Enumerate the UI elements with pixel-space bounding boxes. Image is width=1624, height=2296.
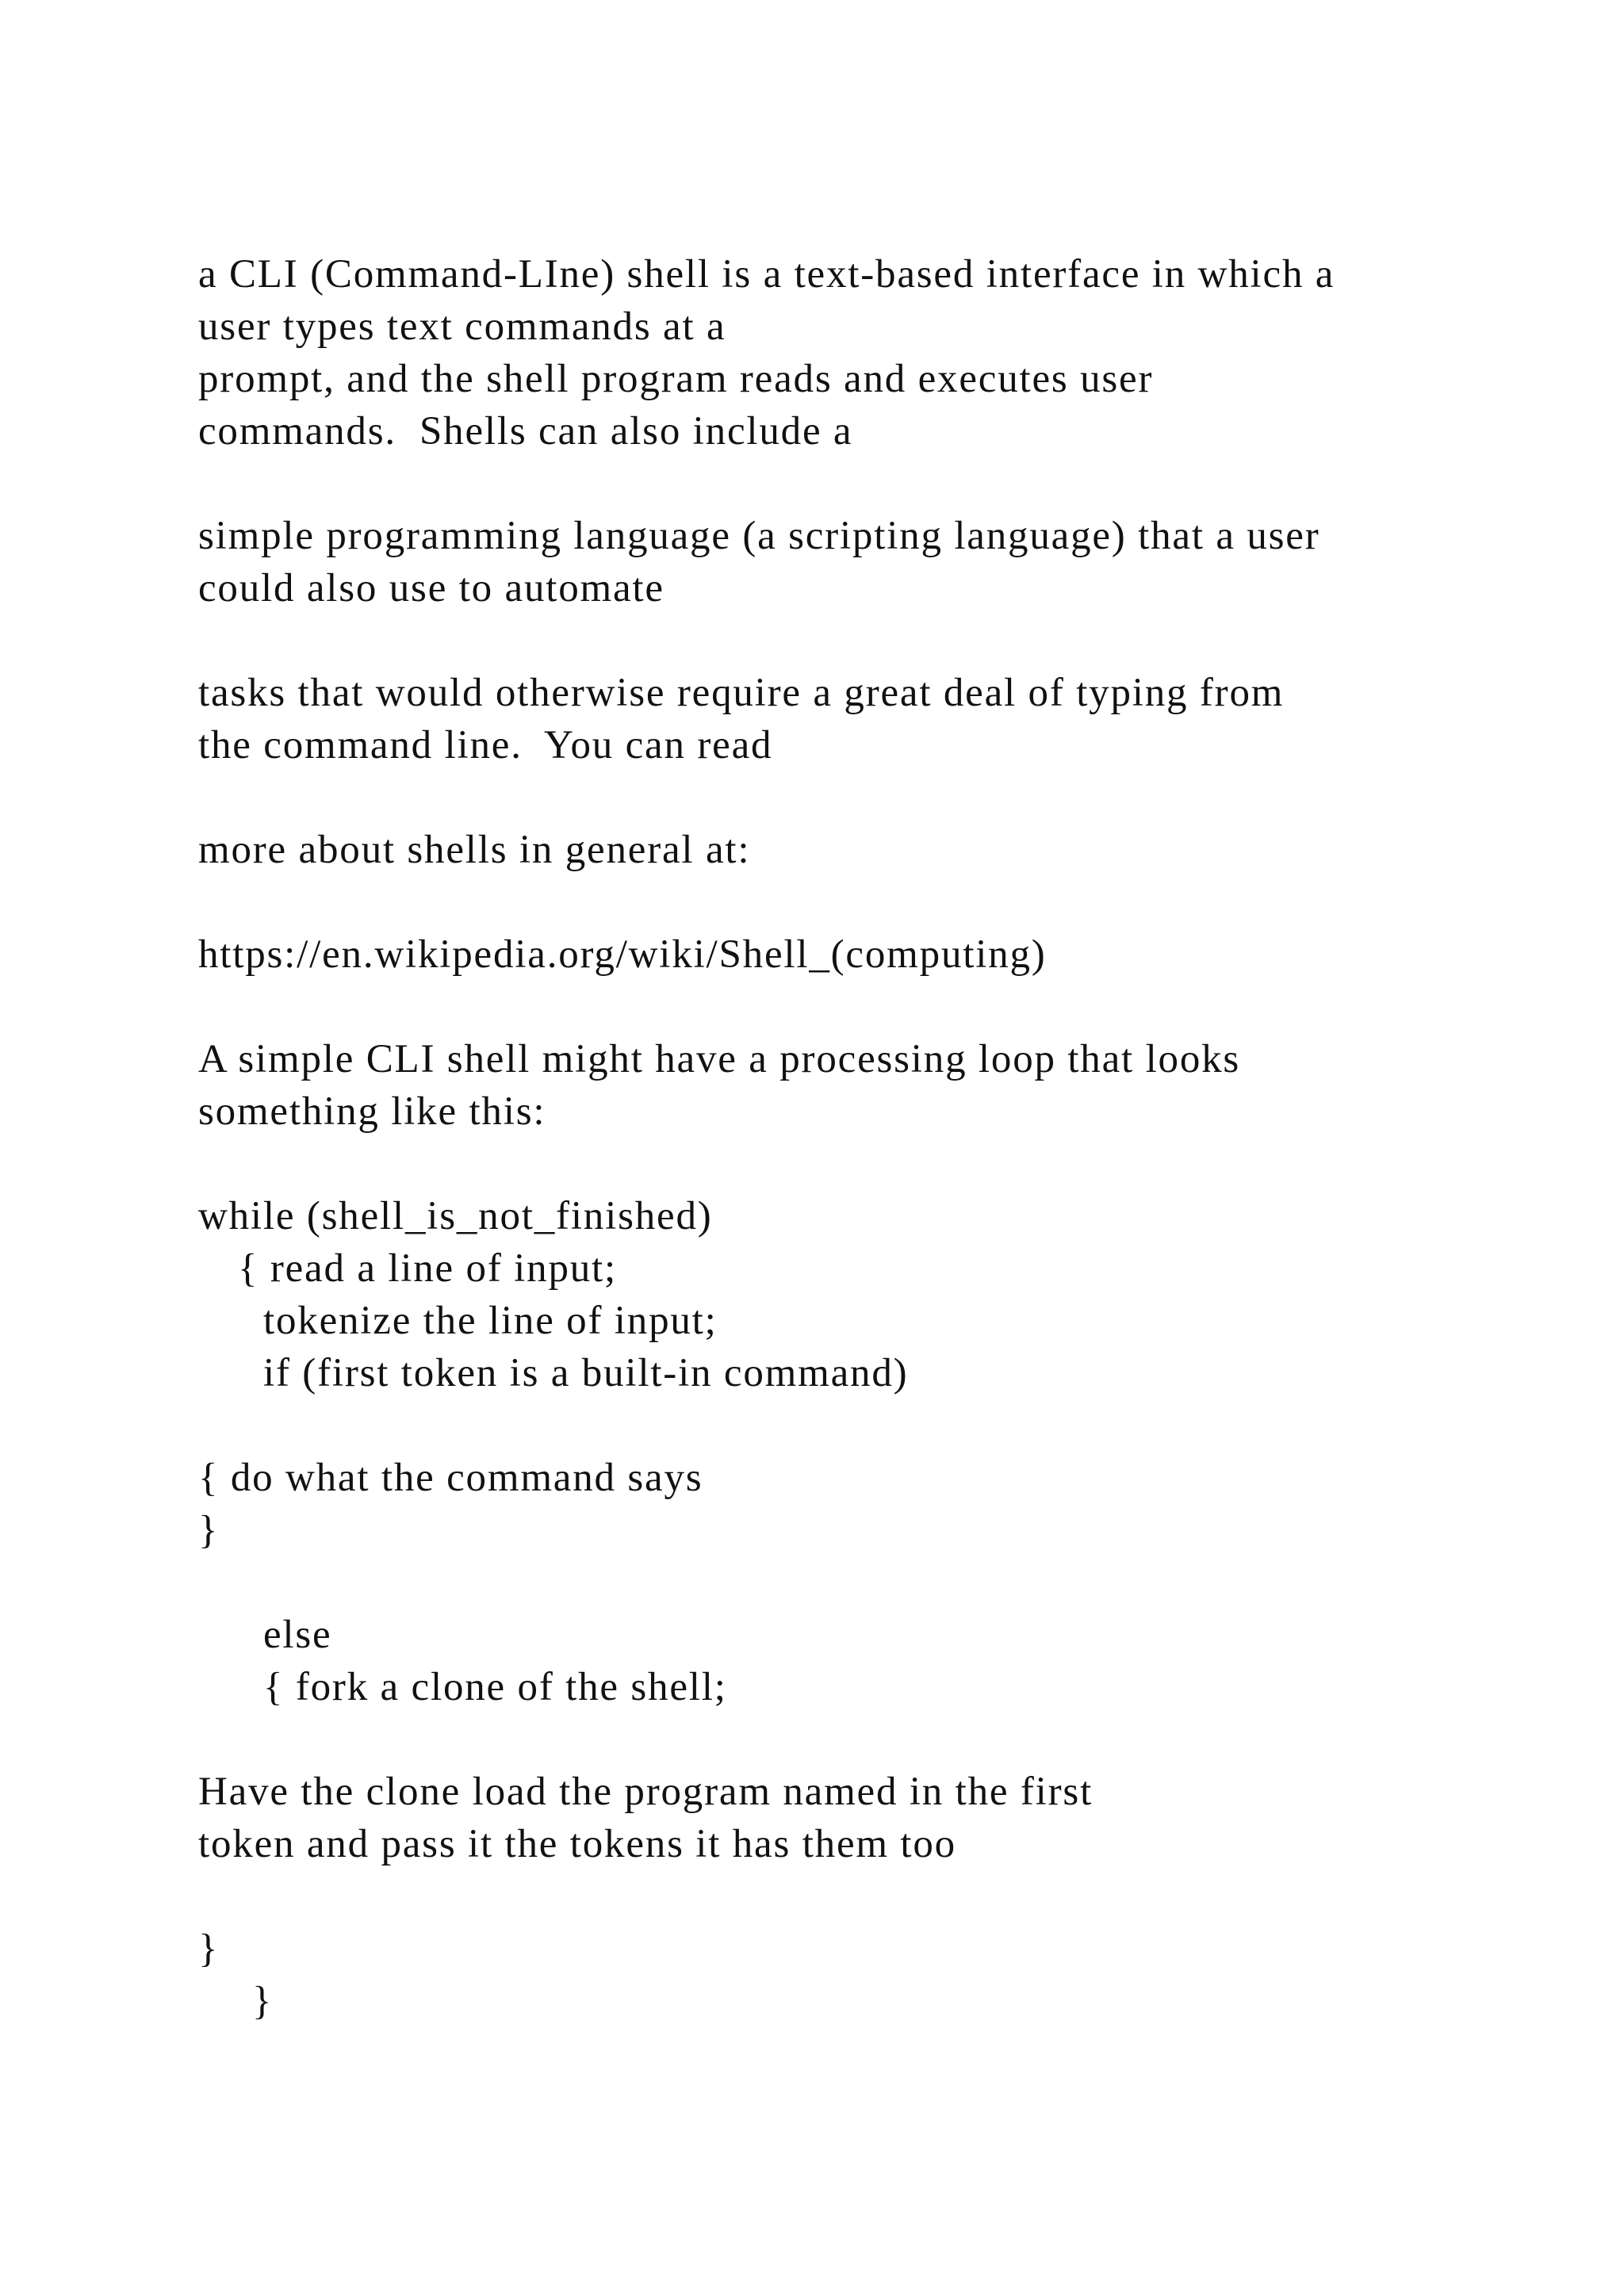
intro-line-1: a CLI (Command-LIne) shell is a text-based interface in which a — [198, 252, 1335, 297]
code-if: if (first token is a built-in command) — [263, 1351, 909, 1395]
code-tokenize: tokenize the line of input; — [263, 1299, 718, 1343]
code-fork: { fork a clone of the shell; — [263, 1665, 727, 1709]
intro-line-2: user types text commands at a — [198, 304, 726, 349]
scripting-line-2: could also use to automate — [198, 566, 665, 610]
loop-intro-line-2: something like this: — [198, 1089, 546, 1134]
intro-line-4: commands. Shells can also include a — [198, 409, 853, 453]
tasks-line-2: the command line. You can read — [198, 723, 773, 767]
code-do: { do what the command says — [198, 1456, 703, 1500]
code-close-brace-3: } — [252, 1979, 274, 2023]
code-close-brace-2: } — [198, 1927, 220, 1971]
wikipedia-link: https://en.wikipedia.org/wiki/Shell_(computing) — [198, 932, 1047, 977]
loop-intro-line-1: A simple CLI shell might have a processing loop that looks — [198, 1037, 1241, 1081]
code-have-line-1: Have the clone load the program named in the first — [198, 1770, 1094, 1814]
tasks-line-1: tasks that would otherwise require a great deal of typing from — [198, 671, 1285, 715]
more-line: more about shells in general at: — [198, 828, 751, 872]
code-while: while (shell_is_not_finished) — [198, 1194, 713, 1238]
code-have-line-2: token and pass it the tokens it has them too — [198, 1822, 956, 1866]
code-read: { read a line of input; — [238, 1246, 617, 1291]
code-else: else — [263, 1613, 332, 1657]
scripting-line-1: simple programming language (a scripting language) that a user — [198, 514, 1320, 558]
intro-line-3: prompt, and the shell program reads and executes user — [198, 357, 1154, 401]
code-close-brace-1: } — [198, 1508, 220, 1552]
